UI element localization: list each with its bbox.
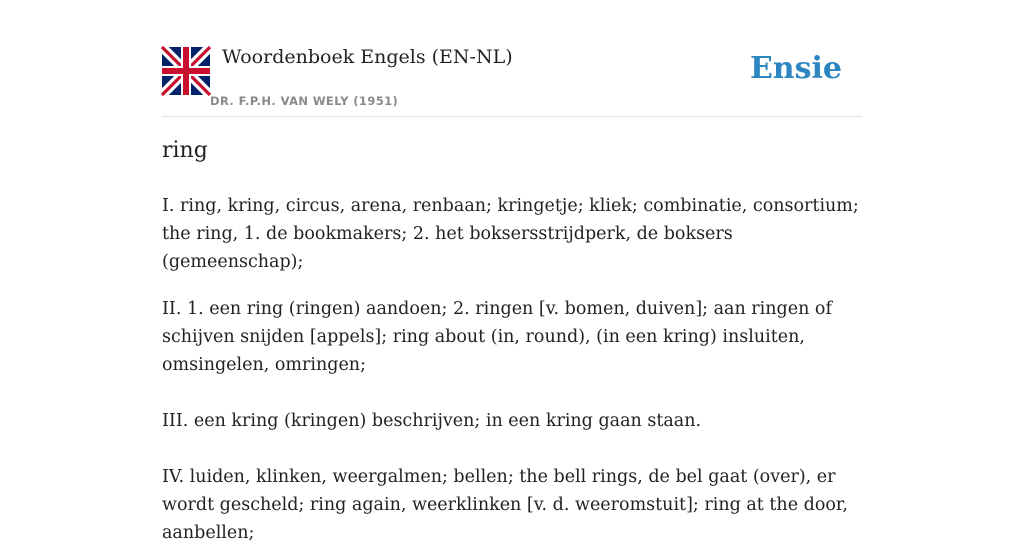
dictionary-title[interactable]: Woordenboek Engels (EN-NL) [222,46,513,68]
dictionary-author: DR. F.P.H. VAN WELY (1951) [210,94,399,108]
definition-item: I. ring, kring, circus, arena, renbaan; kringetje; kliek; combinatie, consortium; the ring, 1. de bookmakers; 2. het boksersstrijdperk, de boksers (gemeenschap); [162,196,859,272]
definitions-list [162,192,862,547]
dictionary-header [162,46,862,117]
definition-item: III. een kring (kringen) beschrijven; in een kring gaan staan. [162,411,702,431]
definition-item: II. 1. een ring (ringen) aandoen; 2. ringen [v. bomen, duiven]; aan ringen of schijven snijden [appels]; ring about (in, round), (in een kring) insluiten, omsingelen, omringen; [162,299,832,375]
ensie-logo[interactable]: Ensie [749,51,842,86]
headword: ring [162,138,208,163]
uk-flag-icon [162,47,210,95]
definition-item: IV. luiden, klinken, weergalmen; bellen; the bell rings, de bel gaat (over), er wordt gescheld; ring again, weerklinken [v. d. weeromstuit]; ring at the door, aanbellen; [162,467,848,543]
